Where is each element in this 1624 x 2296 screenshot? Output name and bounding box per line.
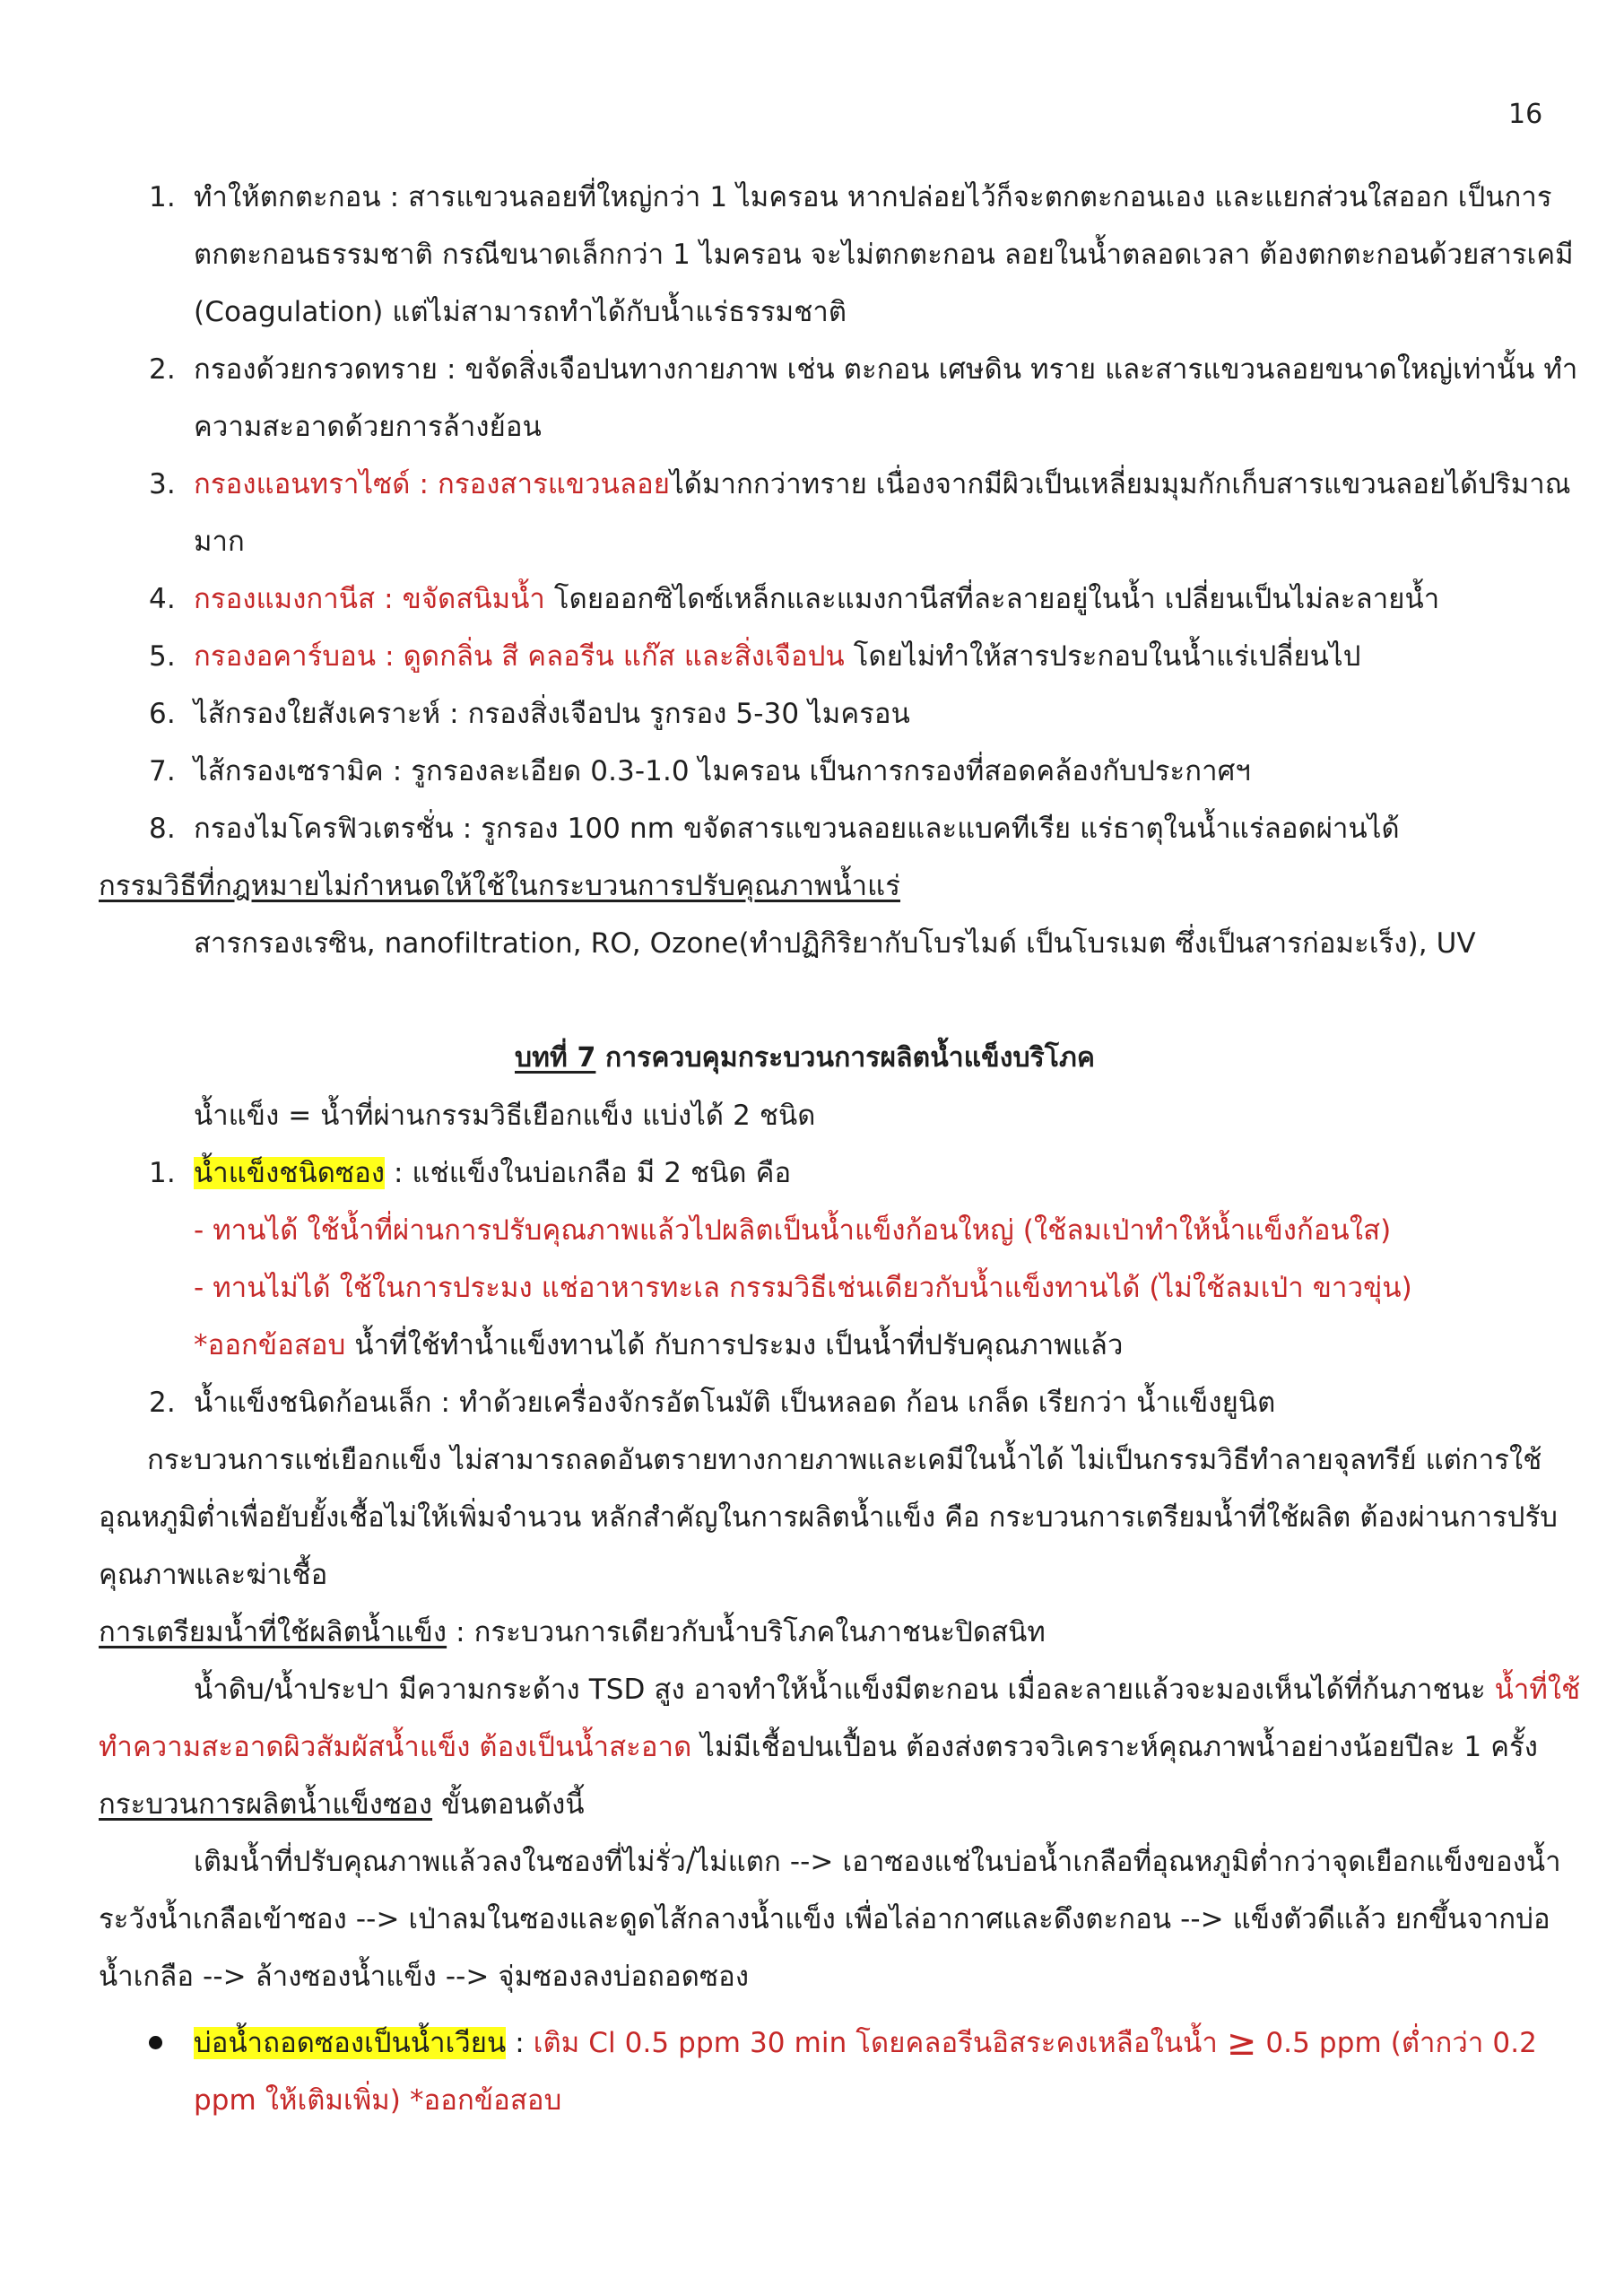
- bullet-item-cont: ppm ให้เติมเพิ่ม) *ออกข้อสอบ: [194, 2084, 562, 2117]
- ice-type-1-edible: - ทานได้ ใช้น้ำที่ผ่านการปรับคุณภาพแล้วไปผลิตเป็นน้ำแข็งก้อนใหญ่ (ใช้ลมเป่าทำให้น้ำแข็งก้อนใส): [194, 1214, 1392, 1247]
- bag-process-line-2: ระวังน้ำเกลือเข้าซอง --> เป่าลมในซองและดูดไส้กลางน้ำแข็ง เพื่อไล่อากาศและดึงตะกอน --> แข็งตัวดีแล้ว ยกขึ้นจากบ่อ: [99, 1903, 1550, 1935]
- list-item-6: 6. ไส้กรองใยสังเคราะห์ : กรองสิ่งเจือปน รูกรอง 5-30 ไมครอน: [149, 698, 910, 730]
- exam-note: *ออกข้อสอบ น้ำที่ใช้ทำน้ำแข็งทานได้ กับการประมง เป็นน้ำที่ปรับคุณภาพแล้ว: [194, 1329, 1124, 1361]
- bag-process-line-3: น้ำเกลือ --> ล้างซองน้ำแข็ง --> จุ่มซองลงบ่อถอดซอง: [99, 1961, 750, 1993]
- not-required-text: สารกรองเรซิน, nanofiltration, RO, Ozone(ทำปฏิกิริยากับโบรไมด์ เป็นโบรเมต ซึ่งเป็นสารก่อมะเร็ง), UV: [194, 927, 1476, 960]
- chapter-heading: บทที่ 7 การควบคุมกระบวนการผลิตน้ำแข็งบริโภค: [515, 1042, 1096, 1074]
- ice-type-1-inedible: - ทานไม่ได้ ใช้ในการประมง แช่อาหารทะเล กรรมวิธีเช่นเดียวกับน้ำแข็งทานได้ (ไม่ใช้ลมเป่า ขาวขุ่น): [194, 1272, 1412, 1304]
- ice-type-1: 1. น้ำแข็งชนิดซอง : แช่แข็งในบ่อเกลือ มี 2 ชนิด คือ: [149, 1157, 792, 1189]
- list-item-1-cont: (Coagulation) แต่ไม่สามารถทำได้กับน้ำแร่ธรรมชาติ: [194, 296, 847, 328]
- ice-type-2: 2. น้ำแข็งชนิดก้อนเล็ก : ทำด้วยเครื่องจักรอัตโนมัติ เป็นหลอด ก้อน เกล็ด เรียกว่า น้ำแข็งยูนิต: [149, 1387, 1276, 1419]
- bag-process-line-1: เติมน้ำที่ปรับคุณภาพแล้วลงในซองที่ไม่รั่ว/ไม่แตก --> เอาซองแช่ในบ่อน้ำเกลือที่อุณหภูมิต่ำกว่าจุดเยือกแข็งของน้ำ: [194, 1846, 1561, 1878]
- page-number: 16: [1508, 99, 1543, 130]
- list-item-1: 1. ทำให้ตกตะกอน : สารแขวนลอยที่ใหญ่กว่า 1 ไมครอน หากปล่อยไว้ก็จะตกตะกอนเอง และแยกส่วนใสออก เป็นการ: [149, 181, 1552, 213]
- section-heading-not-required: กรรมวิธีที่กฎหมายไม่กำหนดให้ใช้ในกระบวนการปรับคุณภาพน้ำแร่: [99, 870, 901, 902]
- freezing-paragraph-line-2: อุณหภูมิต่ำเพื่อยับยั้งเชื้อไม่ให้เพิ่มจำนวน หลักสำคัญในการผลิตน้ำแข็ง คือ กระบวนการเตรียมน้ำที่ใช้ผลิต ต้องผ่านการปรับ: [99, 1501, 1559, 1534]
- list-item-1-cont: ตกตะกอนธรรมชาติ กรณีขนาดเล็กกว่า 1 ไมครอน จะไม่ตกตะกอน ลอยในน้ำตลอดเวลา ต้องตกตะกอนด้วยสารเคมี: [194, 239, 1574, 271]
- bullet-item: บ่อน้ำถอดซองเป็นน้ำเวียน : เติม Cl 0.5 ppm 30 min โดยคลอรีนอิสระคงเหลือในน้ำ ≥ 0.5 ppm (ต่ำกว่า 0.2: [194, 2022, 1537, 2064]
- list-item-3-cont: มาก: [194, 526, 245, 558]
- bullet-dot: [149, 2036, 162, 2049]
- list-item-4: 4. กรองแมงกานีส : ขจัดสนิมน้ำ โดยออกซิไดซ์เหล็กและแมงกานีสที่ละลายอยู่ในน้ำ เปลี่ยนเป็นไม่ละลายน้ำ: [149, 583, 1440, 615]
- freezing-paragraph-line-3: คุณภาพและฆ่าเชื้อ: [99, 1559, 328, 1591]
- list-item-8: 8. กรองไมโครฟิวเตรชั่น : รูกรอง 100 nm ขจัดสารแขวนลอยและแบคทีเรีย แร่ธาตุในน้ำแร่ลอดผ่านได้: [149, 813, 1400, 845]
- list-item-3: 3. กรองแอนทราไซด์ : กรองสารแขวนลอยได้มากกว่าทราย เนื่องจากมีผิวเป็นเหลี่ยมมุมกักเก็บสารแขวนลอยได้ปริมาณ: [149, 468, 1571, 500]
- water-prep-line-2: ทำความสะอาดผิวสัมผัสน้ำแข็ง ต้องเป็นน้ำสะอาด ไม่มีเชื้อปนเปื้อน ต้องส่งตรวจวิเคราะห์คุณภาพน้ำอย่างน้อยปีละ 1 ครั้ง: [99, 1731, 1539, 1763]
- list-item-7: 7. ไส้กรองเซรามิค : รูกรองละเอียด 0.3-1.0 ไมครอน เป็นการกรองที่สอดคล้องกับประกาศฯ: [149, 755, 1251, 787]
- list-item-2-cont: ความสะอาดด้วยการล้างย้อน: [194, 411, 542, 443]
- water-prep-heading: การเตรียมน้ำที่ใช้ผลิตน้ำแข็ง : กระบวนการเดียวกับน้ำบริโภคในภาชนะปิดสนิท: [99, 1616, 1046, 1648]
- list-item-2: 2. กรองด้วยกรวดทราย : ขจัดสิ่งเจือปนทางกายภาพ เช่น ตะกอน เศษดิน ทราย และสารแขวนลอยขนาดใหญ่เท่านั้น ทำ: [149, 353, 1578, 386]
- freezing-paragraph-line-1: กระบวนการแช่เยือกแข็ง ไม่สามารถลดอันตรายทางกายภาพและเคมีในน้ำได้ ไม่เป็นกรรมวิธีทำลายจุลทรีย์ แต่การใช้: [147, 1444, 1542, 1476]
- list-item-5: 5. กรองอคาร์บอน : ดูดกลิ่น สี คลอรีน แก๊ส และสิ่งเจือปน โดยไม่ทำให้สารประกอบในน้ำแร่เปลี่ยนไป: [149, 640, 1361, 673]
- ice-intro: น้ำแข็ง = น้ำที่ผ่านกรรมวิธีเยือกแข็ง แบ่งได้ 2 ชนิด: [194, 1100, 816, 1132]
- bag-process-heading: กระบวนการผลิตน้ำแข็งซอง ขั้นตอนดังนี้: [99, 1788, 585, 1821]
- water-prep-line-1: น้ำดิบ/น้ำประปา มีความกระด้าง TSD สูง อาจทำให้น้ำแข็งมีตะกอน เมื่อละลายแล้วจะมองเห็นได้ที่ก้นภาชนะ น้ำที่ใช้: [194, 1674, 1581, 1706]
